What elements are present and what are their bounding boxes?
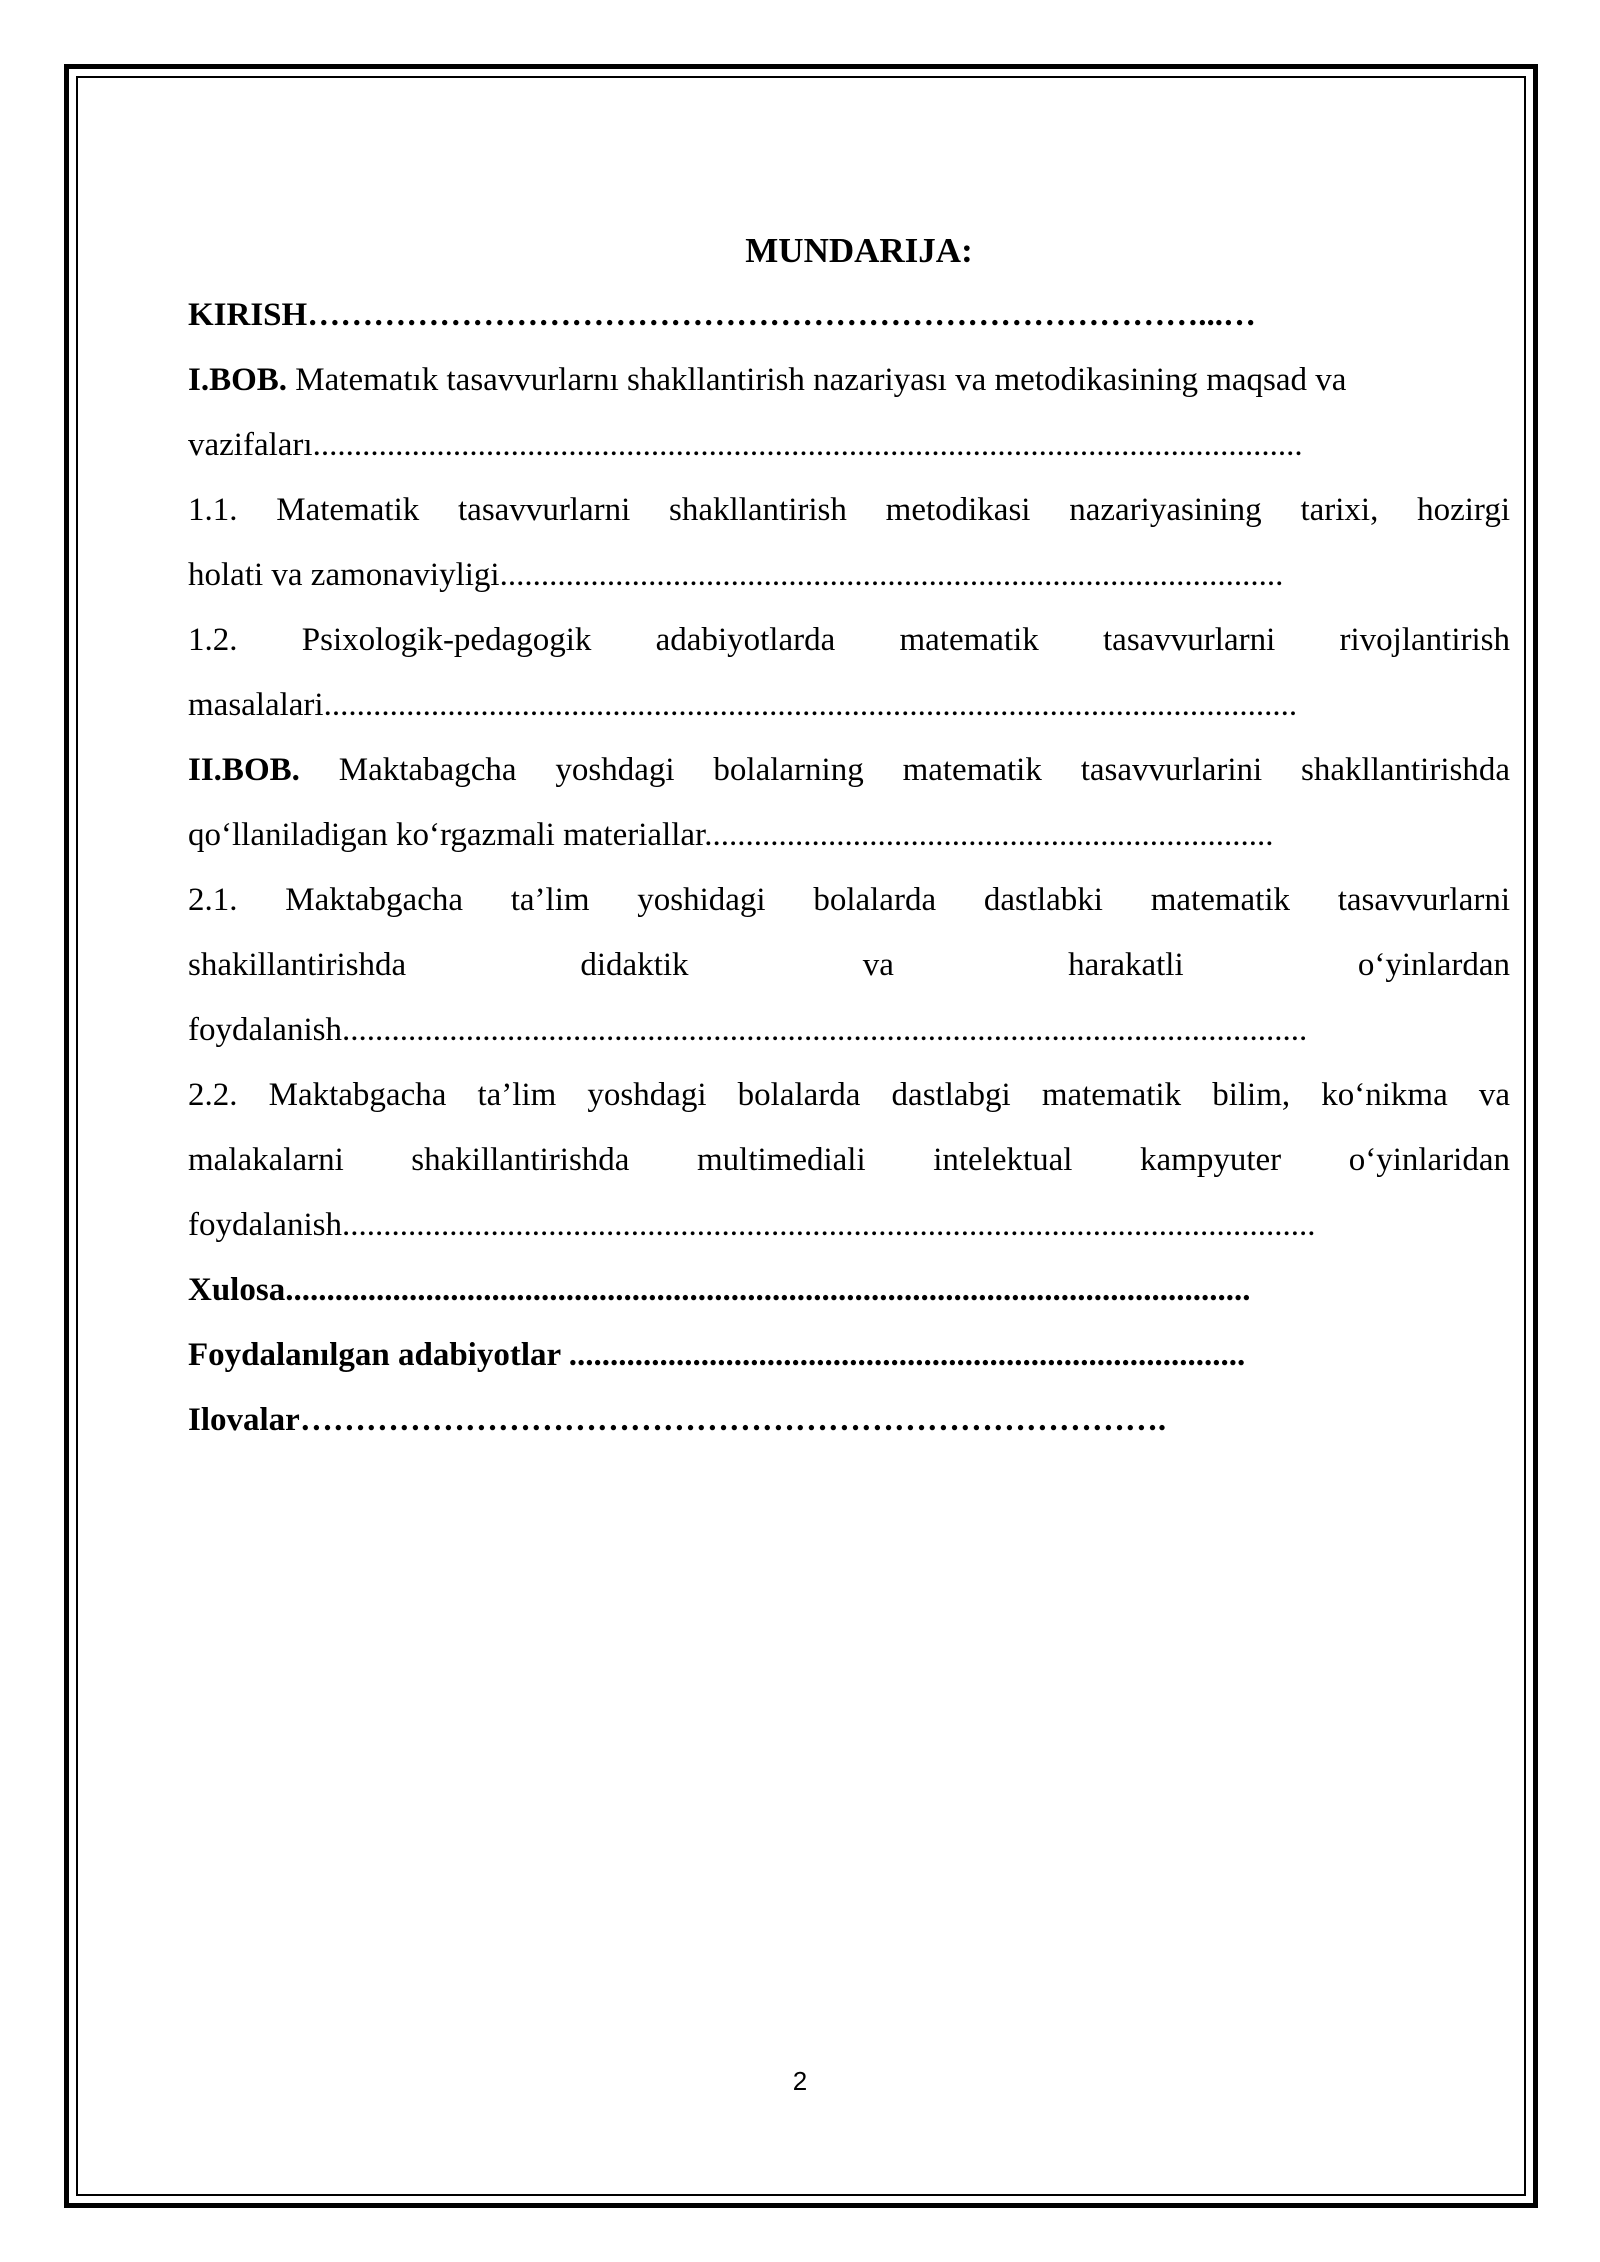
toc-entry-appendices xyxy=(188,1388,1510,1453)
toc-entry-kirish-label: KIRISH………………………………………………………………………...… xyxy=(188,297,1256,333)
toc-entry-chapter-2-title: Maktabagcha yoshdagi bolalarning matematik tasavvurlarini shakllantirishda xyxy=(299,752,1510,788)
toc-entry-section-2-2-continued: foydalanish...................................................................................................................... xyxy=(188,1207,1316,1243)
toc-entry-chapter-2-continued: qo‘llaniladigan ko‘rgazmali materiallar..................................................................... xyxy=(188,817,1274,853)
toc-entry-section-1-1-continued: holati va zamonaviyligi............................................................................................... xyxy=(188,557,1284,593)
toc-entry-conclusion-label: Xulosa..................................................................................................................... xyxy=(188,1272,1251,1308)
toc-entry-references-label: Foydalanılgan adabiyotlar .................................................................................. xyxy=(188,1337,1246,1373)
toc-entry-section-2-1-continued: foydalanish..................................................................................................................... xyxy=(188,1012,1308,1048)
toc-entry-chapter-1 xyxy=(188,348,1510,413)
toc-entry-kirish xyxy=(188,283,1510,348)
toc-entry-conclusion xyxy=(188,1258,1510,1323)
toc-entry-section-2-2-line-2: malakalarni shakillantirishda multimediali intelektual kampyuter o‘yinlaridan xyxy=(188,1142,1510,1178)
toc-entry-chapter-2 xyxy=(188,738,1510,803)
toc-entry-section-2-1: 2.1. Maktabgacha ta’lim yoshidagi bolalarda dastlabki matematik tasavvurlarni xyxy=(188,882,1510,918)
toc-entry-chapter-1-continued: vazifaları........................................................................................................................ xyxy=(188,427,1303,463)
toc-title: MUNDARIJA: xyxy=(745,231,973,270)
toc-entry-section-2-1-line-2: shakillantirishda didaktik va harakatli o‘yinlardan xyxy=(188,947,1510,983)
toc-entry-section-1-1: 1.1. Matematik tasavvurlarni shakllantirish metodikasi nazariyasining tarixi, hozirgi xyxy=(188,492,1510,528)
toc-entry-chapter-1-label: I.BOB. xyxy=(188,362,288,398)
page-number: 2 xyxy=(792,2066,808,2096)
toc-entry-appendices-label: Ilovalar……………………………………………………………………. xyxy=(188,1402,1167,1438)
toc-entry-chapter-2-label: II.BOB. xyxy=(188,752,300,788)
toc-entry-references xyxy=(188,1323,1510,1388)
toc-entry-section-1-2: 1.2. Psixologik-pedagogik adabiyotlarda matematik tasavvurlarni rivojlantirish xyxy=(188,622,1510,658)
table-of-contents xyxy=(188,218,1510,1453)
toc-entry-section-1-2-continued: masalalari...................................................................................................................... xyxy=(188,687,1298,723)
toc-entry-section-2-2: 2.2. Maktabgacha ta’lim yoshdagi bolalarda dastlabgi matematik bilim, ko‘nikma va xyxy=(188,1077,1510,1113)
toc-entry-chapter-1-title: Matematık tasavvurlarnı shakllantirish nazariyası va metodikasining maqsad va xyxy=(287,362,1347,398)
